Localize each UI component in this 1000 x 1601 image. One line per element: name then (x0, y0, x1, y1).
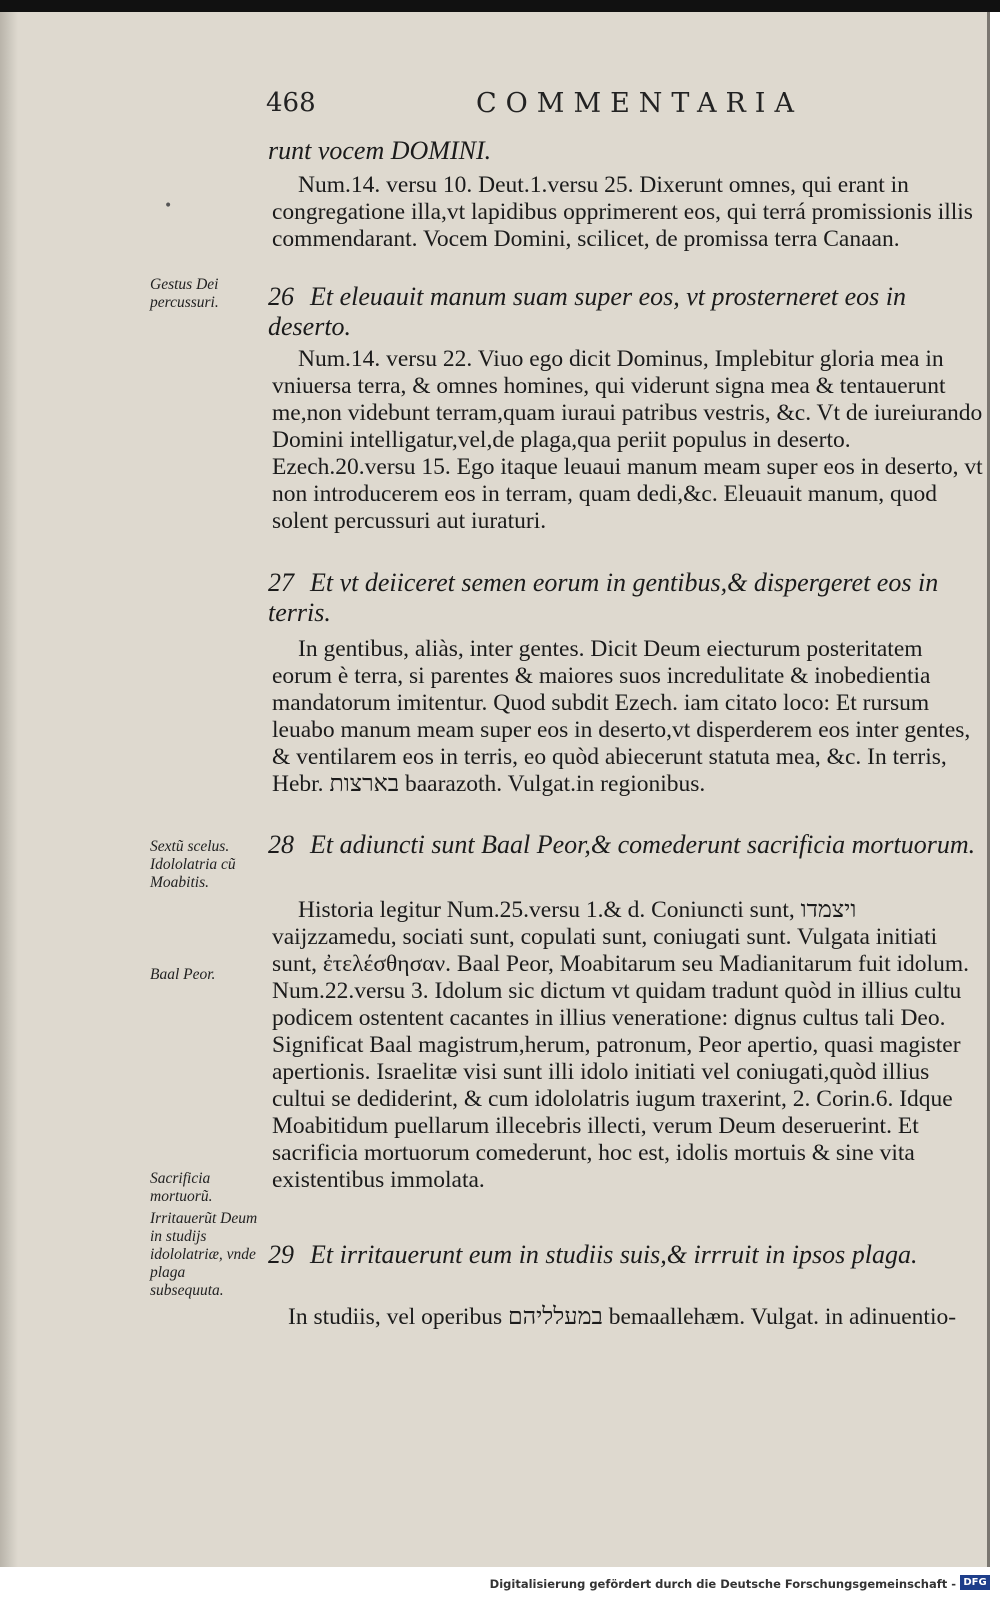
verse-text: Et vt deiiceret semen eorum in gentibus,& dispergeret eos in terris. (268, 568, 939, 627)
verse-number: 26 (268, 282, 294, 311)
verse-number: 28 (268, 830, 294, 859)
margin-note-irritauerunt: Irritauerũt Deum in studijs idololatriæ, vnde plaga subsequuta. (150, 1210, 258, 1299)
commentary-paragraph-3: In gentibus, aliàs, inter gentes. Dicit Deum eiecturum posteritatem eorum è terra, si parentes & maiores suos incredulitate & inobedientia mandatorum imitentur. Quod subdit Ezech. iam citato loco: Et rursum leuabo manum meam super eos in deserto,vt disperderem eos inter gentes, & ventilarem eos in terris, eo quòd abiecerunt statuta mea, &c. In terris, Hebr. בארצות baarazoth. Vulgat.in regionibus. (272, 636, 971, 797)
verse-28 (268, 830, 984, 860)
verse-text: Et adiuncti sunt Baal Peor,& comederunt sacrificia mortuorum. (310, 830, 976, 859)
verse-26 (268, 282, 984, 342)
verse-text: Et irritauerunt eum in studiis suis,& irrruit in ipsos plaga. (310, 1240, 918, 1269)
dfg-logo: DFG (960, 1575, 990, 1590)
page-gutter-shadow (0, 12, 18, 1567)
margin-note-sacrificia: Sacrificia mortuorũ. (150, 1170, 213, 1205)
commentary-paragraph-1: Num.14. versu 10. Deut.1.versu 25. Dixerunt omnes, qui erant in congregatione illa,vt lapidibus opprimerent eos, qui terrá promissionis illis commendarant. Vocem Domini, scilicet, de promissa terra Canaan. (272, 172, 973, 252)
commentary-paragraph-4: Historia legitur Num.25.versu 1.& d. Coniuncti sunt, ויצמדו vaijzzamedu, sociati sunt, copulati sunt, coniugati sunt. Vulgata initiati sunt, ἐτελέσθησαν. Baal Peor, Moabitarum seu Madianitarum fuit idolum. Num.22.versu 3. Idolum sic dictum vt quidam tradunt quòd in illius cultu podicem ostentent cacantes in illius veneratione: dignus cultus tali Deo. Significat Baal magistrum,herum, patronum, Peor apertio, quasi magister apertionis. Israelitæ visi sunt illi idolo initiati vel coniugati,quòd illius cultui se dediderint, & cum idololatris iugum traxerint, 2. Corin.6. Idque Moabitidum puellarum illecebris illecti, verum Deum deseruerint. Et sacrificia mortuorum comederunt, hoc est, idolis mortuis & sine vita existentibus immolata. (272, 897, 969, 1193)
margin-note-sextum-scelus: Sextũ scelus. Idololatria cũ Moabitis. (150, 838, 236, 891)
page-number: 468 (266, 88, 316, 118)
margin-note-baal-peor: Baal Peor. (150, 966, 216, 983)
verse-text: Et eleuauit manum suam super eos, vt prosterneret eos in deserto. (268, 282, 906, 341)
running-head: COMMENTARIA (476, 88, 803, 119)
ink-spot: • (164, 198, 173, 214)
commentary-paragraph-5: In studiis, vel operibus במעלליהם bemaallehæm. Vulgat. in adinuentio- (288, 1304, 957, 1330)
top-black-bar (0, 0, 1000, 12)
verse-number: 29 (268, 1240, 294, 1269)
digitization-credit: Digitalisierung gefördert durch die Deutsche Forschungsgemeinschaft - (489, 1577, 956, 1591)
verse-29 (268, 1240, 984, 1270)
margin-note-gestus: Gestus Dei percussuri. (150, 276, 219, 311)
verse-number: 27 (268, 568, 294, 597)
verse-27 (268, 568, 984, 628)
commentary-paragraph-2: Num.14. versu 22. Viuo ego dicit Dominus, Implebitur gloria mea in vniuersa terra, & omnes homines, qui viderunt signa mea & tentauerunt me,non videbunt terram,quam iuraui patribus vestris, &c. Vt de iureiurando Domini intelligatur,vel,de plaga,qua periit populus in deserto. Ezech.20.versu 15. Ego itaque leuaui manum meam super eos in deserto, vt non introducerem eos in terram, quam dedi,&c. Eleuauit manum, quod solent percussuri aut iuraturi. (272, 346, 983, 534)
verse-continuation: runt vocem DOMINI. (268, 136, 492, 165)
